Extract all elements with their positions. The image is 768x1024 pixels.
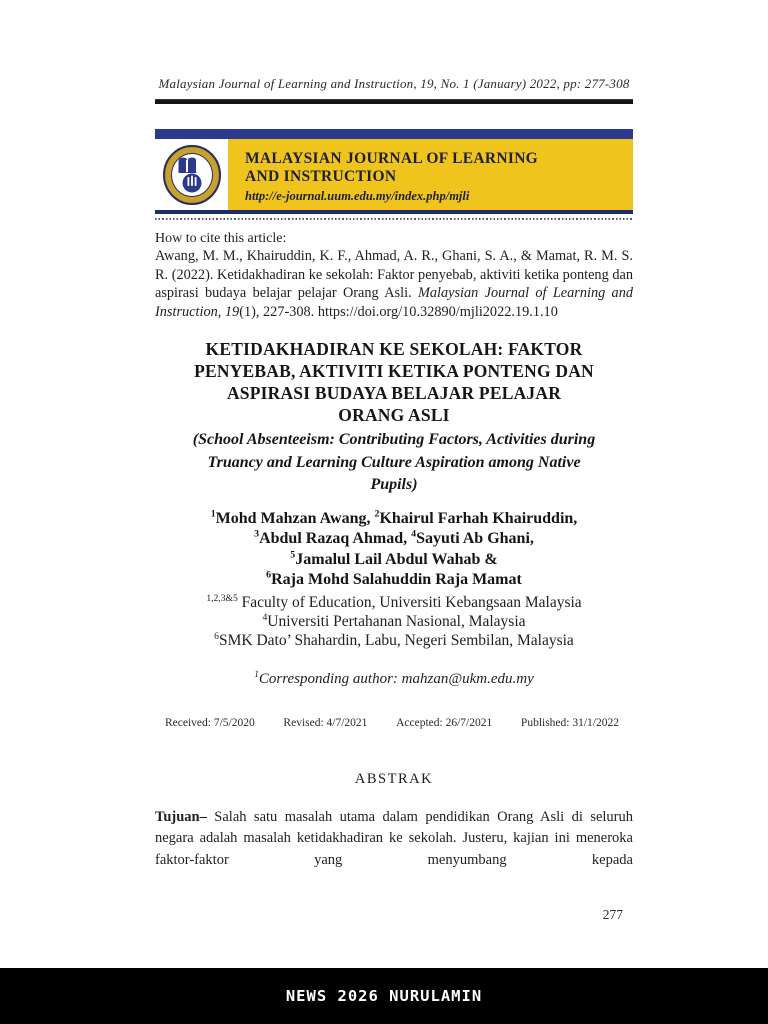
author-list xyxy=(155,509,633,591)
article-title xyxy=(155,338,633,426)
citation-doi-tail: mjli2022.19.1.10 xyxy=(459,303,558,320)
dotted-rule xyxy=(155,218,633,220)
citation-journal-italic: Malaysian Journal of Learning and Instruction, 19 xyxy=(155,285,633,320)
banner-top-strip xyxy=(155,129,633,139)
author-name: Abdul Razaq Ahmad, xyxy=(259,530,412,547)
header-rule xyxy=(155,99,633,104)
article-subtitle-line: Pupils) xyxy=(370,476,418,493)
date-received: Received: 7/5/2020 xyxy=(165,716,255,729)
journal-url: http://e-journal.uum.edu.my/index.php/mjli xyxy=(245,189,470,203)
page-number: 277 xyxy=(602,907,623,922)
abstract-paragraph xyxy=(155,807,633,872)
article-subtitle-line: (School Absenteeism: Contributing Factors, Activities during xyxy=(192,431,596,448)
page-content xyxy=(155,0,633,871)
author-line xyxy=(155,570,633,591)
journal-title-line2: AND INSTRUCTION xyxy=(245,168,397,185)
cite-label: How to cite this article: xyxy=(155,231,287,246)
uum-crest-icon xyxy=(163,145,221,205)
author-sup: 1 xyxy=(210,508,216,520)
author-name: Mohd Mahzan Awang, xyxy=(215,509,375,527)
footer-watermark-bar xyxy=(0,968,768,1024)
article-title-line: KETIDAKHADIRAN KE SEKOLAH: FAKTOR xyxy=(205,339,583,359)
date-published: Published: 31/1/2022 xyxy=(520,716,619,729)
article-title-line: PENYEBAB, AKTIVITI KETIKA PONTENG DAN xyxy=(194,361,594,381)
abstract-lead: Tujuan– xyxy=(155,808,207,825)
journal-title-line1: MALAYSIAN JOURNAL OF LEARNING xyxy=(245,150,539,167)
affiliation-sup: 4 xyxy=(262,611,268,623)
citation-text xyxy=(155,247,633,321)
author-sup: 2 xyxy=(374,508,380,520)
journal-title xyxy=(245,150,625,186)
footer-watermark-text: NEWS 2026 NURULAMIN xyxy=(285,987,483,1005)
article-title-line: ASPIRASI BUDAYA BELAJAR PELAJAR xyxy=(226,383,562,403)
affiliation-line xyxy=(155,612,633,631)
corresponding-sup: 1 xyxy=(254,669,259,680)
author-sup: 6 xyxy=(266,569,272,581)
date-accepted: Accepted: 26/7/2021 xyxy=(396,716,493,729)
citation-plain: Awang, M. M., Khairuddin, K. F., Ahmad, A. R., Ghani, S. A., & Mamat, R. M. S. R. (2022). Ketidakhadiran ke sekolah: Faktor penyebab, aktiviti ketika ponteng dan aspirasi budaya belajar pelajar Orang Asli. xyxy=(155,248,633,301)
affiliation-line xyxy=(155,631,633,650)
affiliation-text: Universiti Pertahanan Nasional, Malaysia xyxy=(267,612,526,630)
banner-bottom-rule xyxy=(155,210,633,214)
article-title-line: ORANG ASLI xyxy=(338,405,450,425)
author-line xyxy=(155,509,633,530)
affiliation-text: SMK Dato’ Shahardin, Labu, Negeri Sembilan, Malaysia xyxy=(218,631,574,649)
article-subtitle xyxy=(155,429,633,497)
journal-banner xyxy=(155,129,633,214)
affiliation-line xyxy=(155,593,633,612)
affiliation-sup: 6 xyxy=(214,630,219,642)
article-dates xyxy=(155,717,633,729)
banner-text-area xyxy=(228,139,633,210)
logo-box xyxy=(155,139,228,210)
author-line xyxy=(155,550,633,571)
author-name: Sayuti Ab Ghani, xyxy=(416,530,534,547)
author-sup: 4 xyxy=(411,528,417,540)
author-name: Raja Mohd Salahuddin Raja Mamat xyxy=(271,571,522,588)
author-name: Khairul Farhah Khairuddin, xyxy=(379,509,578,527)
author-sup: 5 xyxy=(290,549,296,561)
citation-doi: (1), 227-308. https://doi.org/10.32890/ xyxy=(239,303,460,320)
corresponding-author xyxy=(155,670,633,689)
affiliation-text: Faculty of Education, Universiti Kebangsaan Malaysia xyxy=(237,593,582,611)
running-head: Malaysian Journal of Learning and Instruction, 19, No. 1 (January) 2022, pp: 277-308 xyxy=(158,76,630,91)
abstract-heading: ABSTRAK xyxy=(354,770,434,787)
author-sup: 3 xyxy=(254,528,260,540)
article-subtitle-line: Truancy and Learning Culture Aspiration among Native xyxy=(207,453,581,471)
banner-body xyxy=(155,139,633,210)
corresponding-text: Corresponding author: mahzan@ukm.edu.my xyxy=(258,670,534,687)
affiliation-sup: 1,2,3&5 xyxy=(206,592,238,604)
affiliation-list xyxy=(155,593,633,650)
date-revised: Revised: 4/7/2021 xyxy=(283,716,368,729)
author-name: Jamalul Lail Abdul Wahab & xyxy=(295,550,498,568)
abstract-body: Salah satu masalah utama dalam pendidikan Orang Asli di seluruh negara adalah masalah ketidakhadiran ke sekolah. Justeru, kajian ini meneroka faktor-faktor yang menyumbang kepada xyxy=(155,808,633,868)
author-line xyxy=(155,529,633,550)
